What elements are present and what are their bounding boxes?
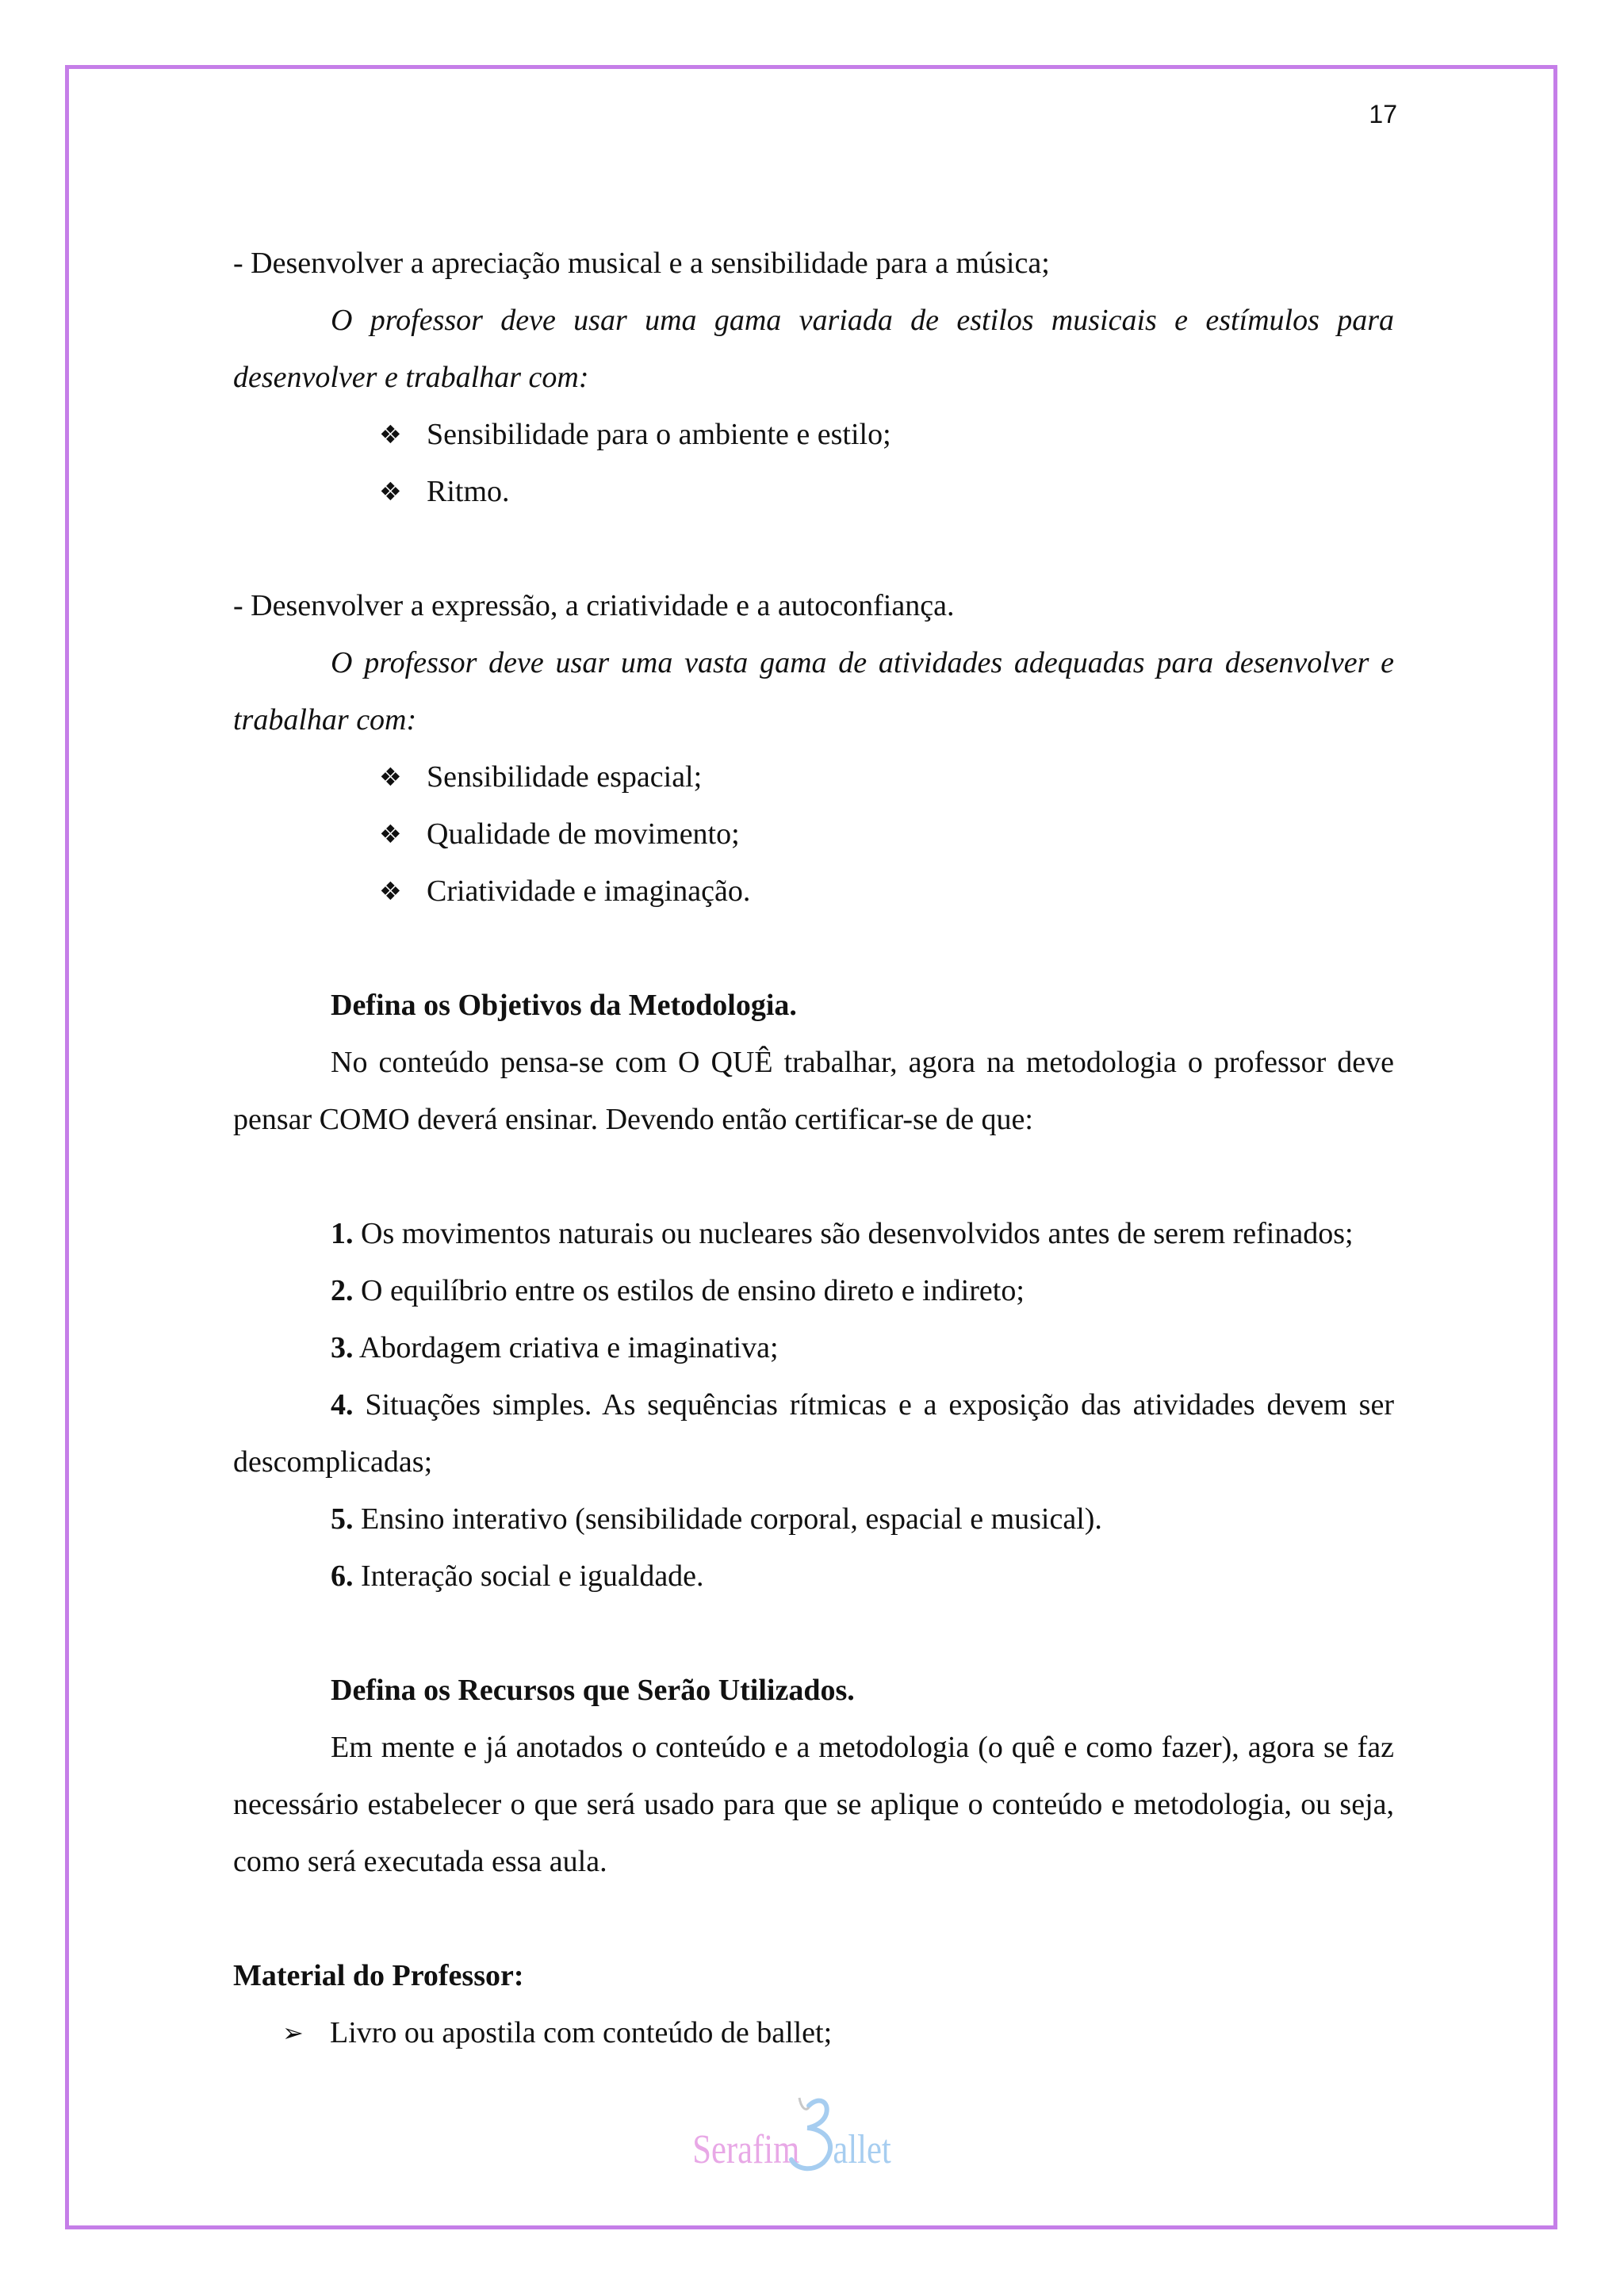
goal-1-description: O professor deve usar uma gama variada de estilos musicais e estímulos para desenvolver e trabalhar com:: [233, 304, 1394, 394]
list-item-text: Qualidade de movimento;: [427, 817, 740, 851]
page-number: 17: [1369, 100, 1397, 128]
arrow-bullet-icon: ➢: [282, 2018, 304, 2048]
diamond-bullet-icon: ❖: [379, 762, 402, 792]
diamond-bullet-icon: ❖: [379, 476, 402, 507]
methodology-item-2: 2. O equilíbrio entre os estilos de ensino direto e indireto;: [331, 1274, 1025, 1307]
list-item: [379, 463, 1394, 520]
methodology-item-1: 1. Os movimentos naturais ou nucleares são desenvolvidos antes de serem refinados;: [331, 1217, 1354, 1250]
methodology-item-3: 3. Abordagem criativa e imaginativa;: [331, 1331, 779, 1364]
page-content: [233, 235, 1394, 2061]
goal-2-description: O professor deve usar uma vasta gama de atividades adequadas para desenvolver e trabalhar com:: [233, 646, 1394, 737]
goal-2-bullet-list: [233, 748, 1394, 920]
material-heading: Material do Professor:: [233, 1959, 524, 1992]
list-item-text: Sensibilidade para o ambiente e estilo;: [427, 418, 891, 451]
methodology-heading: Defina os Objetivos da Metodologia.: [331, 989, 797, 1022]
spacer: [233, 520, 1394, 577]
diamond-bullet-icon: ❖: [379, 419, 402, 450]
methodology-item-4: 4. Situações simples. As sequências rítmicas e a exposição das atividades devem ser descomplicadas;: [233, 1388, 1394, 1479]
spacer: [233, 920, 1394, 977]
list-item-text: Sensibilidade espacial;: [427, 760, 703, 794]
list-item: [379, 748, 1394, 806]
serafim-ballet-logo: [690, 2093, 936, 2180]
resources-heading: Defina os Recursos que Serão Utilizados.: [331, 1674, 855, 1707]
list-item-text: Ritmo.: [427, 475, 510, 508]
goal-1: - Desenvolver a apreciação musical e a sensibilidade para a música;: [233, 247, 1050, 280]
material-list: [233, 2004, 1394, 2061]
methodology-text: No conteúdo pensa-se com O QUÊ trabalhar, agora na metodologia o professor deve pensar COMO deverá ensinar. Devendo então certificar-se de que:: [233, 1046, 1394, 1136]
list-item: [379, 863, 1394, 920]
methodology-list: [233, 1205, 1394, 1605]
spacer: [233, 1605, 1394, 1662]
goal-2: - Desenvolver a expressão, a criatividade e a autoconfiança.: [233, 589, 955, 622]
list-item: [379, 406, 1394, 463]
logo-graphic: [690, 2093, 936, 2180]
methodology-item-6: 6. Interação social e igualdade.: [331, 1559, 704, 1593]
list-item: [379, 806, 1394, 863]
spacer: [233, 1890, 1394, 1947]
logo-text-right: allet: [833, 2127, 891, 2173]
goal-1-bullet-list: [233, 406, 1394, 520]
diamond-bullet-icon: ❖: [379, 819, 402, 849]
diamond-bullet-icon: ❖: [379, 876, 402, 906]
spacer: [233, 1148, 1394, 1205]
list-item: [282, 2004, 1394, 2061]
logo-ribbon-icon: [799, 2098, 809, 2109]
list-item-text: Criatividade e imaginação.: [427, 874, 751, 908]
list-item-text: Livro ou apostila com conteúdo de ballet;: [330, 2016, 833, 2049]
resources-text: Em mente e já anotados o conteúdo e a metodologia (o quê e como fazer), agora se faz necessário estabelecer o que será usado para que se aplique o conteúdo e metodologia, ou seja, como será executada essa aula.: [233, 1731, 1394, 1878]
methodology-item-5: 5. Ensino interativo (sensibilidade corporal, espacial e musical).: [331, 1502, 1102, 1536]
logo-text-left: Serafim: [692, 2127, 800, 2173]
